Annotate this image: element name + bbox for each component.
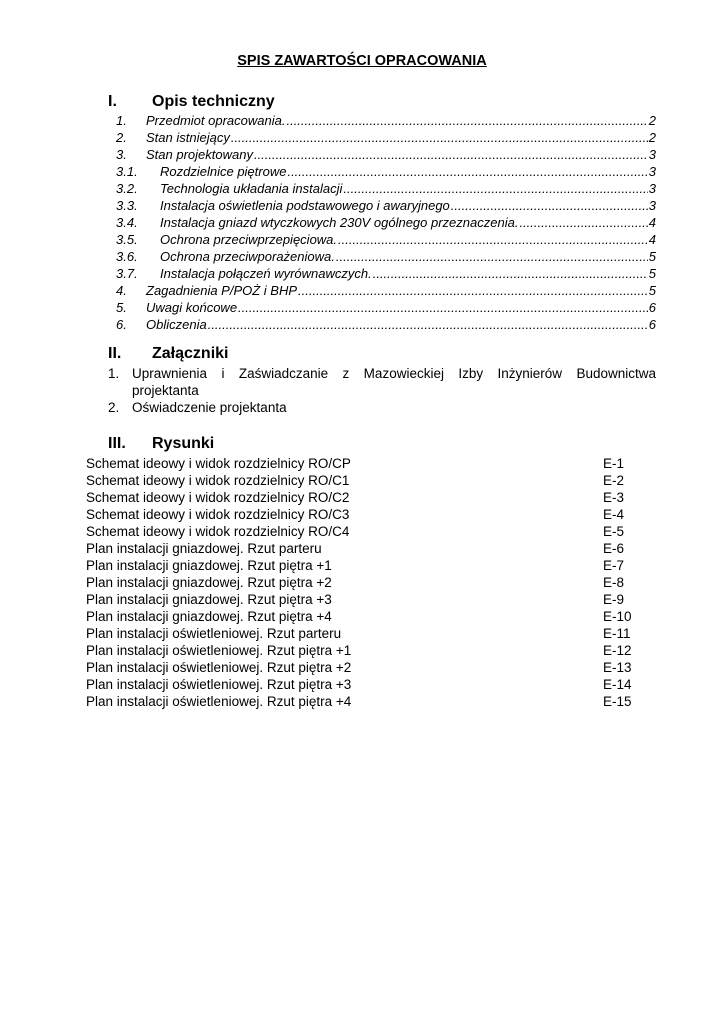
list-number: 2. [108,400,120,415]
toc-page: 4 [648,215,656,230]
drawing-title: Plan instalacji gniazdowej. Rzut piętra +1 [86,558,332,573]
drawing-title: Schemat ideowy i widok rozdzielnicy RO/CP [86,456,351,471]
drawing-code: E-11 [603,626,631,641]
toc-entry [116,197,656,214]
toc-entry [116,282,656,299]
list-item [108,399,656,416]
drawing-code: E-2 [603,473,625,488]
drawing-row [86,506,646,523]
toc-text: Obliczenia [146,317,207,332]
drawing-row [86,557,646,574]
toc-entry [116,146,656,163]
drawings-list [86,455,646,710]
toc-number: 1. [116,113,127,128]
drawing-title: Schemat ideowy i widok rozdzielnicy RO/C4 [86,524,350,539]
toc-leader [298,282,648,299]
drawing-title: Schemat ideowy i widok rozdzielnicy RO/C2 [86,490,350,505]
section-heading-zalaczniki [108,345,228,363]
list-item [108,365,656,399]
toc-number: 3. [116,147,127,162]
drawing-code: E-1 [603,456,625,471]
toc-leader [519,214,647,231]
toc-entry [116,214,656,231]
document-title: SPIS ZAWARTOŚCI OPRACOWANIA [237,53,487,69]
drawing-code: E-3 [603,490,625,505]
toc-number: 6. [116,317,127,332]
toc-text: Uwagi końcowe [146,300,238,315]
toc-leader [336,248,648,265]
toc-text: Instalacja gniazd wtyczkowych 230V ogólnego przeznaczenia. [160,215,519,230]
drawing-code: E-5 [603,524,625,539]
toc-entry [116,129,656,146]
section-heading-opis-techniczny [108,93,275,111]
drawing-row [86,659,646,676]
section-number: III. [108,435,126,452]
drawing-row [86,523,646,540]
toc-entry [116,180,656,197]
toc-number: 5. [116,300,127,315]
section-heading-rysunki [108,435,214,453]
toc-text: Rozdzielnice piętrowe [160,164,287,179]
toc-leader [451,197,648,214]
toc-page: 6 [648,317,656,332]
section-label: Rysunki [152,435,215,452]
drawing-title: Schemat ideowy i widok rozdzielnicy RO/C3 [86,507,350,522]
toc-page: 3 [648,181,656,196]
list-text-line: Uprawnienia i Zaświadczanie z Mazowieckiej Izby Inżynierów Budownictwa [132,366,656,381]
toc-number: 3.3. [116,198,138,213]
toc-entry [116,112,656,129]
toc-page: 3 [648,164,656,179]
list-number: 1. [108,366,120,381]
toc-number: 3.2. [116,181,138,196]
drawing-code: E-8 [603,575,625,590]
drawing-code: E-9 [603,592,625,607]
table-of-contents [116,112,656,333]
drawing-title: Plan instalacji gniazdowej. Rzut piętra +3 [86,592,332,607]
toc-leader [231,129,648,146]
section-number: I. [108,93,117,110]
toc-page: 5 [648,283,656,298]
toc-leader [238,299,648,316]
list-text: Oświadczenie projektanta [132,400,287,415]
toc-leader [208,316,648,333]
toc-entry [116,299,656,316]
toc-page: 2 [648,113,656,128]
toc-entry [116,316,656,333]
toc-text: Stan projektowany [146,147,253,162]
toc-page: 2 [648,130,656,145]
toc-number: 3.6. [116,249,138,264]
toc-page: 6 [648,300,656,315]
toc-leader [338,231,648,248]
drawing-title: Plan instalacji gniazdowej. Rzut parteru [86,541,322,556]
toc-page: 4 [648,232,656,247]
drawing-title: Plan instalacji oświetleniowej. Rzut piętra +2 [86,660,352,675]
drawing-row [86,608,646,625]
drawing-code: E-6 [603,541,625,556]
toc-text: Ochrona przeciwprzepięciowa. [160,232,338,247]
drawing-row [86,472,646,489]
toc-number: 3.5. [116,232,138,247]
drawing-code: E-4 [603,507,625,522]
toc-page: 5 [648,266,656,281]
toc-text: Instalacja połączeń wyrównawczych. [160,266,372,281]
toc-text: Technologia układania instalacji [160,181,343,196]
toc-entry [116,231,656,248]
drawing-title: Plan instalacji oświetleniowej. Rzut piętra +1 [86,643,352,658]
toc-leader [254,146,648,163]
toc-leader [286,112,647,129]
drawing-row [86,625,646,642]
drawing-title: Plan instalacji oświetleniowej. Rzut piętra +3 [86,677,352,692]
toc-number: 2. [116,130,127,145]
toc-text: Zagadnienia P/POŻ i BHP [146,283,298,298]
toc-page: 5 [648,249,656,264]
toc-leader [343,180,647,197]
drawing-row [86,489,646,506]
drawing-code: E-13 [603,660,632,675]
toc-text: Instalacja oświetlenia podstawowego i awaryjnego [160,198,450,213]
drawing-title: Plan instalacji oświetleniowej. Rzut parteru [86,626,342,641]
drawing-code: E-10 [603,609,632,624]
drawing-title: Plan instalacji gniazdowej. Rzut piętra +4 [86,609,332,624]
toc-text: Stan istniejący [146,130,230,145]
section-number: II. [108,345,122,362]
toc-page: 3 [648,198,656,213]
drawing-row [86,693,646,710]
list-text-line: projektanta [132,383,199,398]
toc-leader [373,265,648,282]
drawing-title: Plan instalacji oświetleniowej. Rzut piętra +4 [86,694,352,709]
toc-text: Ochrona przeciwporażeniowa. [160,249,335,264]
drawing-title: Schemat ideowy i widok rozdzielnicy RO/C1 [86,473,350,488]
section-label: Opis techniczny [152,93,275,110]
drawing-title: Plan instalacji gniazdowej. Rzut piętra +2 [86,575,332,590]
drawing-row [86,676,646,693]
drawing-code: E-15 [603,694,632,709]
toc-number: 4. [116,283,127,298]
toc-page: 3 [648,147,656,162]
section-label: Załączniki [152,345,229,362]
toc-text: Przedmiot opracowania. [146,113,286,128]
toc-leader [287,163,647,180]
attachments-list [108,365,656,416]
toc-number: 3.7. [116,266,138,281]
toc-number: 3.4. [116,215,138,230]
drawing-code: E-7 [603,558,625,573]
toc-entry [116,265,656,282]
drawing-row [86,540,646,557]
drawing-row [86,591,646,608]
drawing-code: E-14 [603,677,632,692]
drawing-row [86,642,646,659]
toc-entry [116,163,656,180]
list-text [132,365,656,399]
toc-entry [116,248,656,265]
toc-number: 3.1. [116,164,138,179]
drawing-row [86,574,646,591]
drawing-row [86,455,646,472]
drawing-code: E-12 [603,643,632,658]
